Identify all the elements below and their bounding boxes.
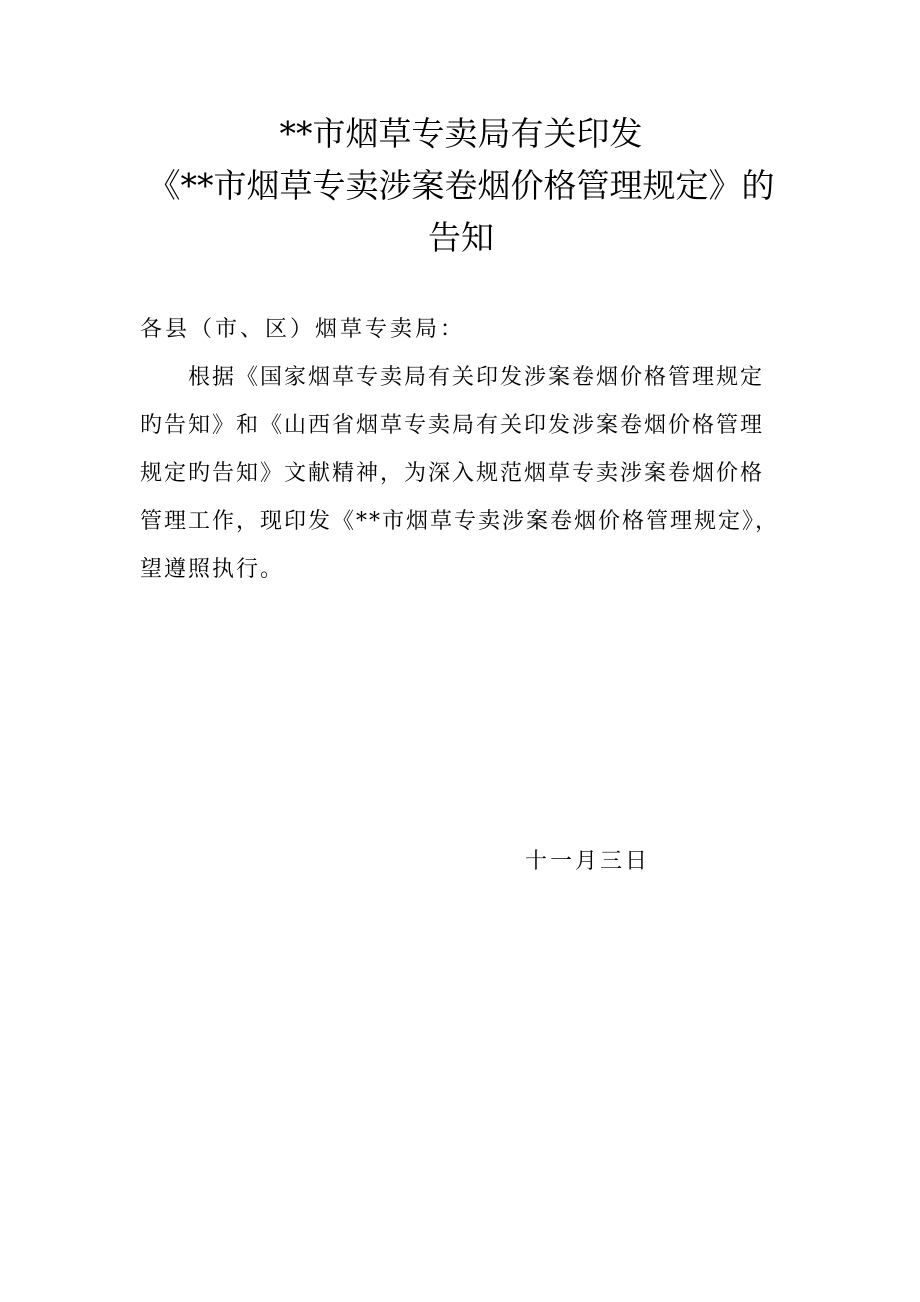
body-paragraph: [140, 354, 800, 594]
document-title: [140, 108, 782, 264]
body-line-3: 规定旳告知》文献精神，为深入规范烟草专卖涉案卷烟价格: [140, 461, 765, 486]
body-line-5: 望遵照执行。: [140, 557, 285, 582]
body-line-4: 管理工作，现印发《**市烟草专卖涉案卷烟价格管理规定》，: [140, 509, 780, 534]
salutation: 各县（市、区）烟草专卖局：: [140, 317, 466, 342]
title-line-2: 《**市烟草专卖涉案卷烟价格管理规定》的: [147, 166, 775, 205]
title-line-1: **市烟草专卖局有关印发: [279, 114, 643, 153]
document-date: 十一月三日: [525, 849, 651, 874]
body-line-1: 根据《国家烟草专卖局有关印发涉案卷烟价格管理规定: [188, 365, 765, 390]
title-line-3: 告知: [428, 218, 494, 257]
body-line-2: 旳告知》和《山西省烟草专卖局有关印发涉案卷烟价格管理: [140, 413, 765, 438]
